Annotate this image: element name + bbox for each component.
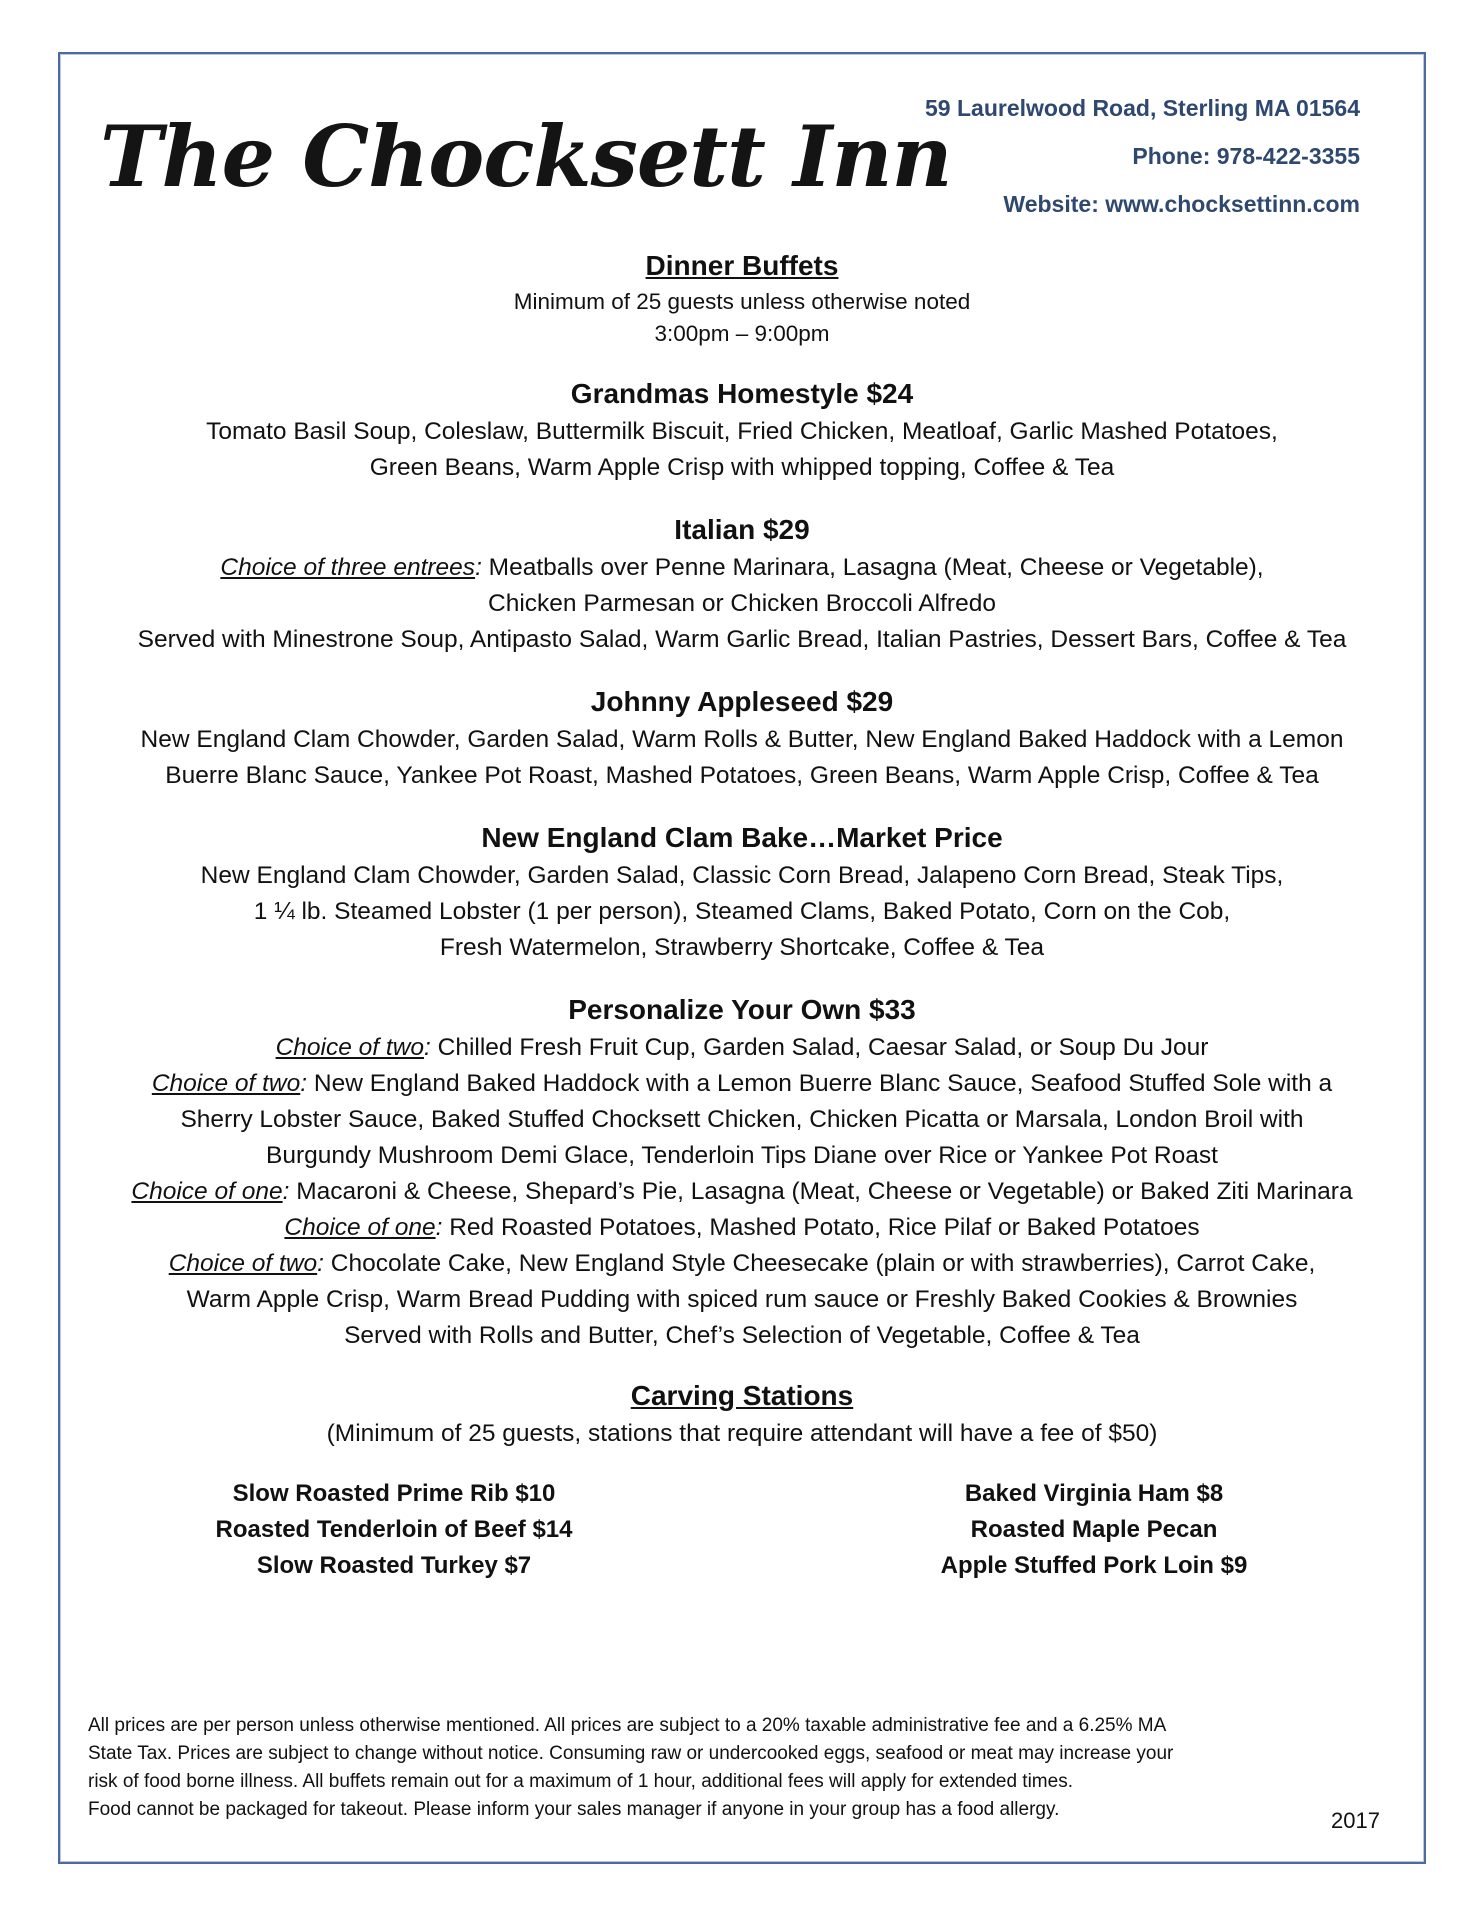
buffet-line [72,586,1412,622]
choice-label: Choice of one [131,1178,283,1205]
choice-label: Choice of two [168,1250,318,1277]
footer-line: risk of food borne illness. All buffets remain out for a maximum of 1 hour, additional fees will apply for extended times. [88,1771,1073,1792]
minimum-note: Minimum of 25 guests unless otherwise noted [513,289,971,314]
line-text: Warm Apple Crisp, Warm Bread Pudding with spiced rum sauce or Freshly Baked Cookies & Brownies [186,1286,1298,1313]
phone: Phone: 978-422-3355 [1132,143,1360,169]
carving-note: (Minimum of 25 guests, stations that require attendant will have a fee of $50) [326,1420,1158,1447]
buffet-line: Choice of one: Red Roasted Potatoes, Mashed Potato, Rice Pilaf or Baked Potatoes [284,1214,1200,1241]
buffet-section [72,990,1412,1354]
address: 59 Laurelwood Road, Sterling MA 01564 [925,95,1360,121]
line-text: Fresh Watermelon, Strawberry Shortcake, Coffee & Tea [439,934,1045,961]
carving-column-left [164,1476,624,1584]
buffet-line [72,450,1412,486]
buffet-line: Choice of three entrees: Meatballs over Penne Marinara, Lasagna (Meat, Cheese or Vegetable), [220,554,1264,581]
carving-column-right [864,1476,1324,1584]
line-text: Chocolate Cake, New England Style Cheesecake (plain or with strawberries), Carrot Cake, [323,1250,1316,1277]
line-text: 1 ¼ lb. Steamed Lobster (1 per person), Steamed Clams, Baked Potato, Corn on the Cob, [253,898,1231,925]
buffet-line [72,1282,1412,1318]
buffet-line [72,1102,1412,1138]
line-text: Tomato Basil Soup, Coleslaw, Buttermilk Biscuit, Fried Chicken, Meatloaf, Garlic Mashed Potatoes, [206,418,1278,445]
buffet-heading: Johnny Appleseed $29 [590,686,894,717]
buffet-heading: Personalize Your Own $33 [568,994,916,1025]
menu-content [72,246,1412,1586]
line-text: Chilled Fresh Fruit Cup, Garden Salad, Caesar Salad, or Soup Du Jour [430,1034,1209,1061]
choice-label: Choice of three entrees [220,554,476,581]
buffet-section [72,510,1412,658]
carving-title: Carving Stations [630,1380,854,1411]
carving-items [72,1476,1412,1586]
line-text: Red Roasted Potatoes, Mashed Potato, Rice Pilaf or Baked Potatoes [442,1214,1200,1241]
carving-item: Baked Virginia Ham $8 [964,1480,1224,1507]
line-text: Green Beans, Warm Apple Crisp with whipped topping, Coffee & Tea [369,454,1115,481]
buffet-line [72,1318,1412,1354]
buffet-line: Choice of one: Macaroni & Cheese, Shepard’s Pie, Lasagna (Meat, Cheese or Vegetable) or Baked Ziti Marinara [131,1178,1353,1205]
footer-line: Food cannot be packaged for takeout. Please inform your sales manager if anyone in your group has a food allergy. [88,1799,1060,1820]
carving-item: Slow Roasted Prime Rib $10 [232,1480,556,1507]
inn-logo: The Chocksett Inn [100,107,952,206]
year: 2017 [1331,1808,1380,1833]
line-text: New England Clam Chowder, Garden Salad, Classic Corn Bread, Jalapeno Corn Bread, Steak Tips, [200,862,1284,889]
buffet-line [72,858,1412,894]
carving-item: Apple Stuffed Pork Loin $9 [940,1552,1248,1579]
buffet-heading: Grandmas Homestyle $24 [570,378,914,409]
hours: 3:00pm – 9:00pm [654,321,830,346]
page-title: Dinner Buffets [645,250,839,281]
choice-label: Choice of two [151,1070,301,1097]
line-text: Chicken Parmesan or Chicken Broccoli Alfredo [488,590,996,617]
line-text: Meatballs over Penne Marinara, Lasagna (Meat, Cheese or Vegetable), [481,554,1264,581]
carving-item: Roasted Maple Pecan [970,1516,1218,1543]
line-text: New England Clam Chowder, Garden Salad, Warm Rolls & Butter, New England Baked Haddock with a Lemon [140,726,1344,753]
choice-label: Choice of one [284,1214,436,1241]
buffet-line [72,722,1412,758]
carving-item: Slow Roasted Turkey $7 [256,1552,532,1579]
buffet-heading: New England Clam Bake…Market Price [481,822,1003,853]
line-text: Served with Rolls and Butter, Chef’s Selection of Vegetable, Coffee & Tea [344,1322,1140,1349]
carving-item: Roasted Tenderloin of Beef $14 [215,1516,573,1543]
buffet-line [72,894,1412,930]
footer-line: State Tax. Prices are subject to change without notice. Consuming raw or undercooked eggs, seafood or meat may increase your [88,1743,1174,1764]
buffet-line [72,414,1412,450]
buffet-section [72,682,1412,794]
buffet-line [72,622,1412,658]
buffet-line: Choice of two: New England Baked Haddock with a Lemon Buerre Blanc Sauce, Seafood Stuffed Sole with a [151,1070,1333,1097]
buffet-heading: Italian $29 [674,514,810,545]
buffet-line: Choice of two: Chocolate Cake, New England Style Cheesecake (plain or with strawberries), Carrot Cake, [168,1250,1316,1277]
buffet-list [72,374,1412,1354]
buffet-section [72,818,1412,966]
line-text: New England Baked Haddock with a Lemon Buerre Blanc Sauce, Seafood Stuffed Sole with a [307,1070,1333,1097]
line-text: Served with Minestrone Soup, Antipasto Salad, Warm Garlic Bread, Italian Pastries, Dessert Bars, Coffee & Tea [137,626,1347,653]
line-text: Burgundy Mushroom Demi Glace, Tenderloin Tips Diane over Rice or Yankee Pot Roast [266,1142,1218,1169]
line-text: Sherry Lobster Sauce, Baked Stuffed Chocksett Chicken, Chicken Picatta or Marsala, London Broil with [180,1106,1304,1133]
choice-label: Choice of two [275,1034,425,1061]
buffet-line: Choice of two: Chilled Fresh Fruit Cup, Garden Salad, Caesar Salad, or Soup Du Jour [275,1034,1209,1061]
footer-line: All prices are per person unless otherwise mentioned. All prices are subject to a 20% taxable administrative fee and a 6.25% MA [88,1715,1167,1736]
line-text: Macaroni & Cheese, Shepard’s Pie, Lasagna (Meat, Cheese or Vegetable) or Baked Ziti Marinara [289,1178,1353,1205]
buffet-line [72,1138,1412,1174]
buffet-section [72,374,1412,486]
buffet-line [72,930,1412,966]
website: Website: www.chocksettinn.com [1003,191,1360,217]
footer-disclaimer [88,1712,1388,1824]
contact-block [800,88,1360,232]
line-text: Buerre Blanc Sauce, Yankee Pot Roast, Mashed Potatoes, Green Beans, Warm Apple Crisp, Coffee & Tea [165,762,1319,789]
buffet-line [72,758,1412,794]
